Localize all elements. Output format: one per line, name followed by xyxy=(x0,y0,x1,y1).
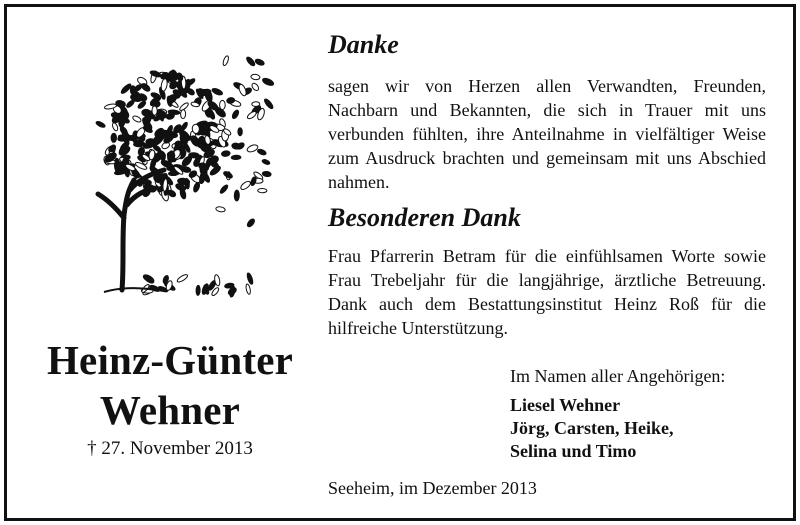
special-thanks-text: Frau Pfarrerin Betram für die einfühlsamen Worte sowie Frau Trebeljahr für die langjährige, ärztliche Betreuung. Dank auch dem Bestattungsinstitut Heinz Roß für die hilfreiche Unterstützung. xyxy=(328,246,766,338)
windblown-tree-icon xyxy=(64,40,284,310)
signer-line: Jörg, Carsten, Heike, xyxy=(510,418,674,438)
on-behalf-line: Im Namen aller Angehörigen: xyxy=(510,366,726,386)
signer-line: Liesel Wehner xyxy=(510,395,621,415)
deceased-name-last: Wehner xyxy=(99,387,241,433)
thanks-text: sagen wir von Herzen allen Verwandten, Freunden, Nachbarn und Bekannten, die sich in Trauer mit uns verbunden fühlten, ihre Anteilnahme in vielfältiger Weise zum Ausdruck brachten und gemeinsam mit uns Abschied nahmen. xyxy=(328,76,766,192)
deceased-name-first: Heinz-Günter xyxy=(46,337,294,383)
signer-line: Selina und Timo xyxy=(510,441,637,461)
special-thanks-heading: Besonderen Dank xyxy=(328,203,521,232)
death-date: † 27. November 2013 xyxy=(87,438,253,459)
thanks-heading: Danke xyxy=(328,30,399,59)
signers-block xyxy=(510,394,673,463)
place-date: Seeheim, im Dezember 2013 xyxy=(328,478,537,498)
